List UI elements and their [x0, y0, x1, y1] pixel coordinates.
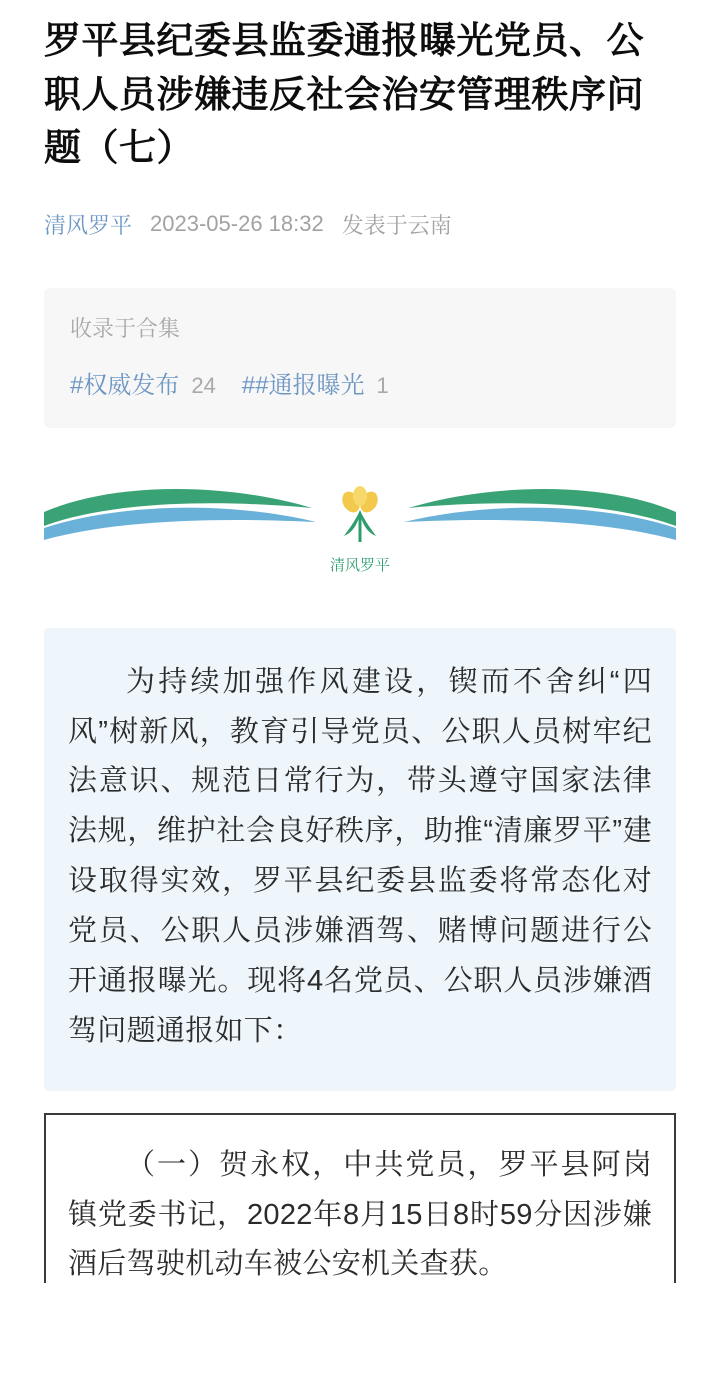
intro-panel — [44, 628, 676, 1091]
collection-tag-0-count: 24 — [191, 372, 216, 398]
collection-label: 收录于合集 — [70, 315, 181, 341]
intro-paragraph: 为持续加强作风建设，锲而不舍纠“四风”树新风，教育引导党员、公职人员树牢纪法意识、规范日常行为，带头遵守国家法律法规，维护社会良好秩序，助推“清廉罗平”建设取得实效，罗平县纪委县监委将常态化对党员、公职人员涉嫌酒驾、赌博问题进行公开通报曝光。现将4名党员、公职人员涉嫌酒驾问题通报如下： — [68, 665, 652, 1047]
article-meta — [44, 209, 676, 240]
banner-logo-text: 清风罗平 — [329, 556, 391, 574]
banner-divider — [44, 474, 676, 594]
collection-tag-list — [70, 365, 650, 400]
article-location: 发表于云南 — [341, 212, 452, 238]
collection-tag-0[interactable]: #权威发布 — [70, 371, 180, 399]
collection-tag-1-count: 1 — [376, 372, 389, 398]
page-title: 罗平县纪委县监委通报曝光党员、公职人员涉嫌违反社会治安管理秩序问题（七） — [44, 20, 644, 169]
collection-tag-1[interactable]: ##通报曝光 — [241, 371, 365, 399]
collection-panel — [44, 288, 676, 428]
flower-icon — [339, 486, 381, 542]
case-paragraph-0: （一）贺永权，中共党员，罗平县阿岗镇党委书记，2022年8月15日8时59分因涉嫌酒后驾驶机动车被公安机关查获。 — [68, 1148, 652, 1281]
article-datetime: 2023-05-26 18:32 — [150, 211, 324, 237]
case-panel — [44, 1113, 676, 1283]
article-author[interactable]: 清风罗平 — [44, 212, 133, 238]
